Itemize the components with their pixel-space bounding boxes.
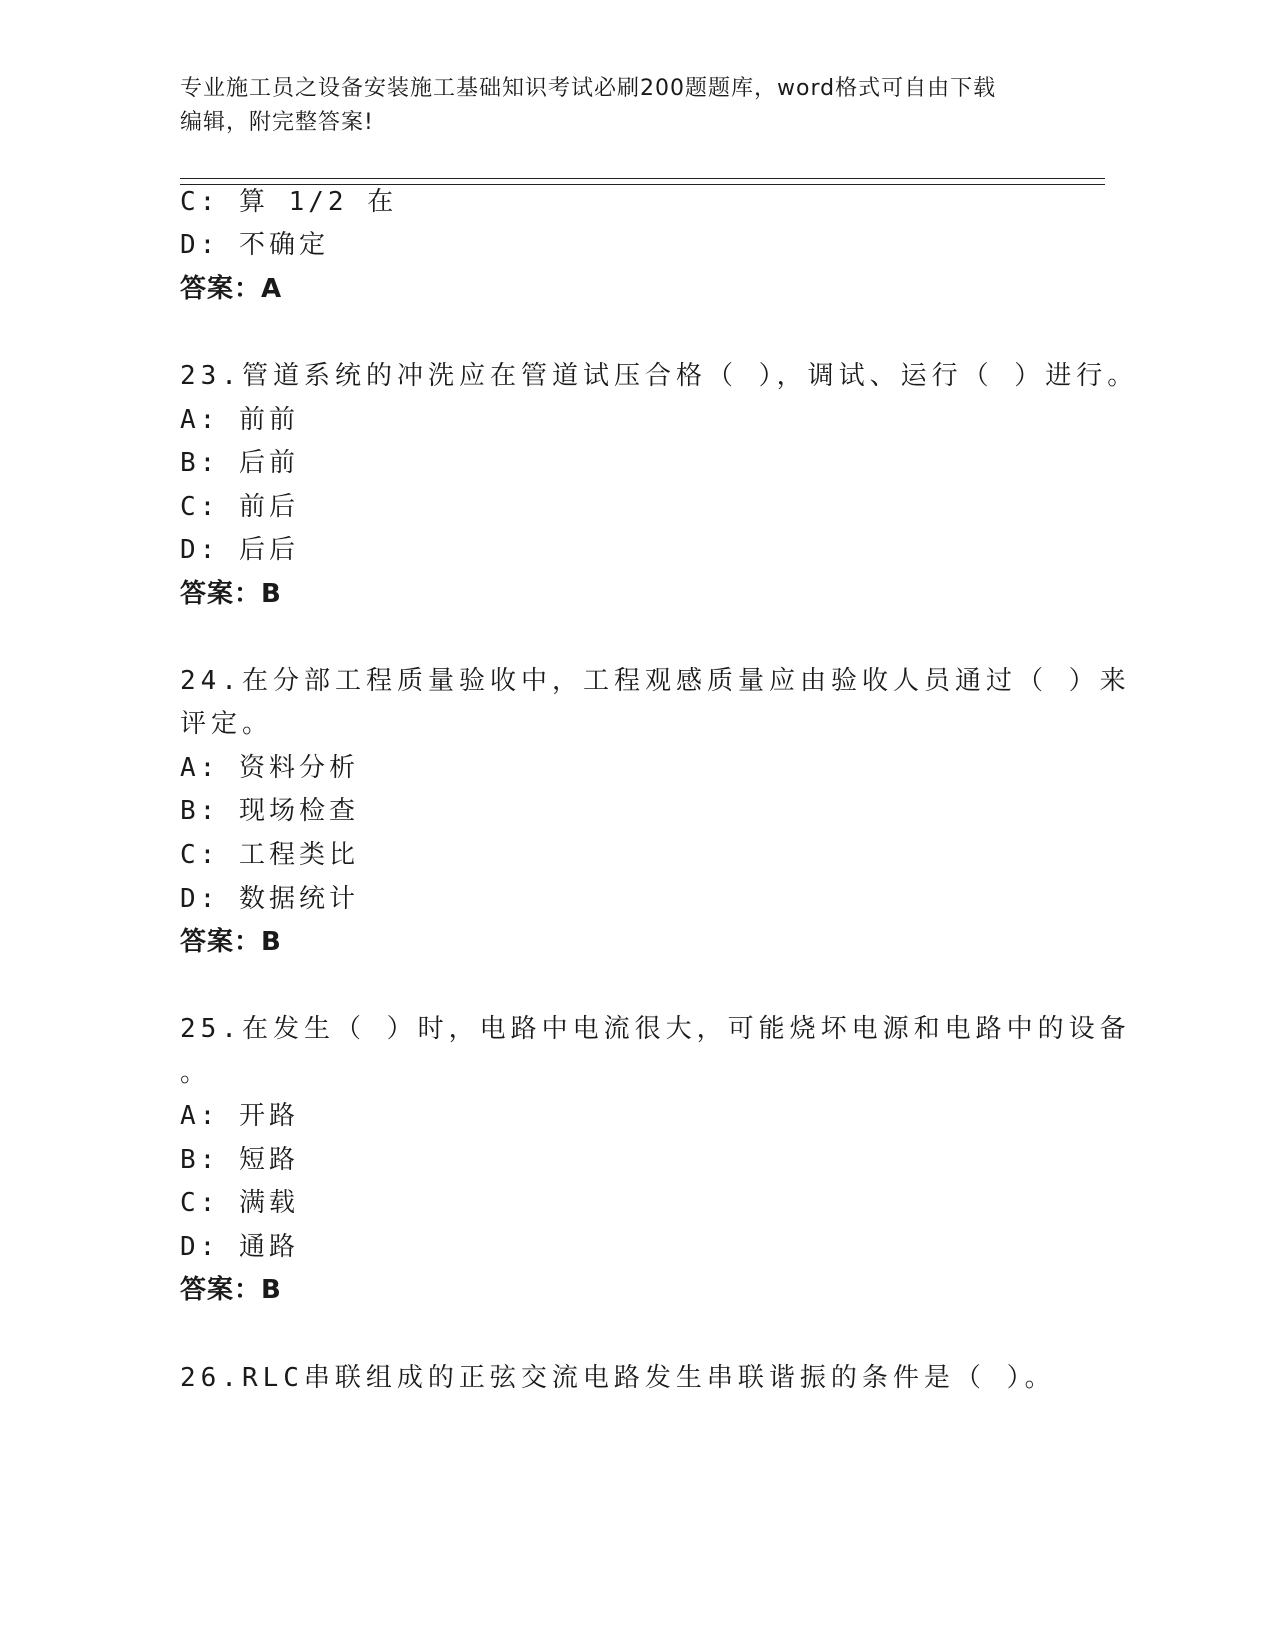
q22-option-d: D: 不确定 — [180, 230, 329, 260]
q25-stem-line-2: 。 — [180, 1058, 212, 1088]
q24-stem-line-2: 评定。 — [180, 709, 274, 739]
q25-stem-line-1: 25.在发生（ ）时，电路中电流很大，可能烧坏电源和电路中的设备 — [180, 1014, 1131, 1044]
q24-answer: 答案：B — [180, 927, 282, 957]
document-header — [180, 72, 1060, 140]
q23-stem: 23.管道系统的冲洗应在管道试压合格（ ），调试、运行（ ）进行。 — [180, 361, 1139, 391]
q23-option-b: B: 后前 — [180, 448, 299, 478]
header-title-line-1: 专业施工员之设备安装施工基础知识考试必刷200题题库，word格式可自由下载 — [180, 76, 997, 101]
q23-option-d: D: 后后 — [180, 535, 299, 565]
q25-option-c: C: 满载 — [180, 1188, 299, 1218]
q25-option-d: D: 通路 — [180, 1232, 299, 1262]
q26-stem: 26.RLC串联组成的正弦交流电路发生串联谐振的条件是（ ）。 — [180, 1363, 1056, 1393]
q24-stem-line-1: 24.在分部工程质量验收中，工程观感质量应由验收人员通过（ ）来 — [180, 666, 1131, 696]
q25-option-a: A: 开路 — [180, 1101, 299, 1131]
q25-answer: 答案：B — [180, 1275, 282, 1305]
q24-option-b: B: 现场检查 — [180, 796, 359, 826]
q23-answer: 答案：B — [180, 579, 282, 609]
q24-option-c: C: 工程类比 — [180, 840, 359, 870]
q24-option-d: D: 数据统计 — [180, 884, 359, 914]
q23-option-c: C: 前后 — [180, 492, 299, 522]
q22-answer: 答案：A — [180, 274, 283, 304]
q25-option-b: B: 短路 — [180, 1145, 299, 1175]
q22-option-c: C: 算 1/2 在 — [180, 187, 398, 217]
q24-option-a: A: 资料分析 — [180, 753, 359, 783]
q23-option-a: A: 前前 — [180, 405, 299, 435]
header-title-line-2: 编辑，附完整答案! — [180, 110, 374, 135]
